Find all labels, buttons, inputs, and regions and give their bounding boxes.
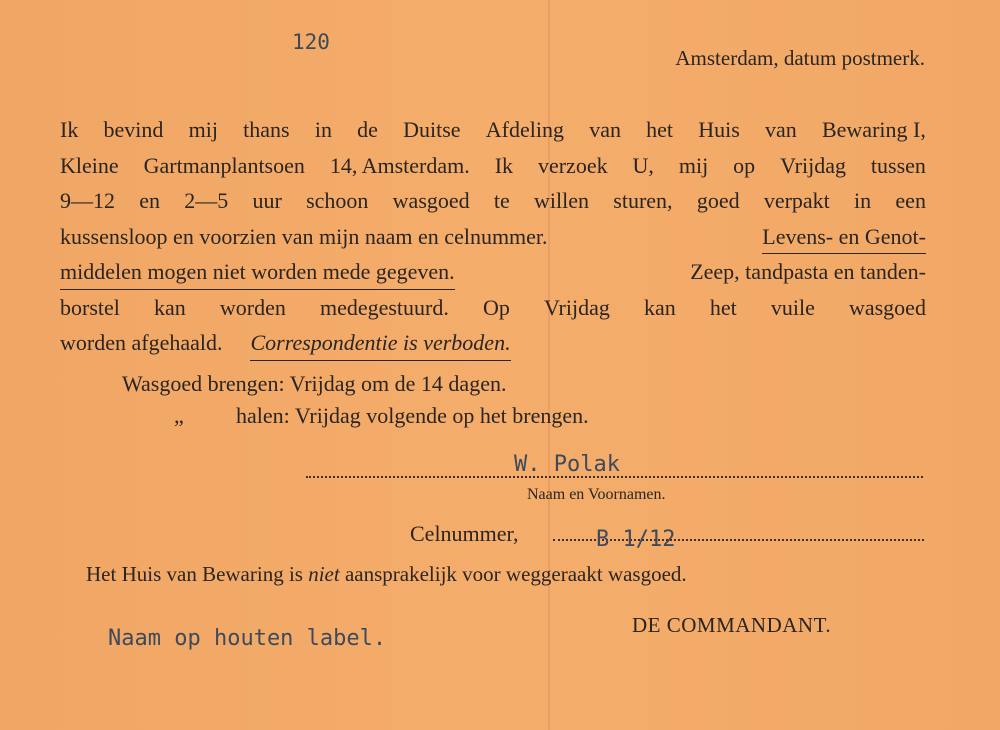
place-and-date: Amsterdam, datum postmerk. <box>675 46 925 70</box>
word: van <box>589 117 621 142</box>
schedule-collect <box>122 400 589 432</box>
word: vuile <box>770 294 815 320</box>
schedule-collect-text: halen: Vrijdag volgende op het brengen. <box>236 403 589 428</box>
wooden-label-note: Naam op houten label. <box>108 626 387 651</box>
word: Afdeling <box>485 117 564 142</box>
word: tussen <box>870 152 926 178</box>
word: Vrijdag <box>780 152 846 178</box>
word: Gartmanplantsoen <box>143 152 305 178</box>
word: schoon <box>306 188 369 213</box>
paragraph-line-7 <box>60 325 926 361</box>
paragraph-line-3 <box>60 183 926 219</box>
underlined-warning-start: Levens- en Genot- <box>762 219 926 255</box>
word: goed <box>696 188 740 213</box>
word: van <box>765 117 797 142</box>
word: en <box>139 188 161 213</box>
word: in <box>314 117 332 142</box>
paragraph-text: kussensloop en voorzien van mijn naam en celnummer. <box>60 223 548 249</box>
disclaimer-emphasis: niet <box>308 562 340 586</box>
word: te <box>493 188 510 213</box>
word: mij <box>188 117 218 142</box>
word: Ik <box>60 117 79 142</box>
word: Bewaring I, <box>821 117 926 142</box>
word: op <box>733 152 756 178</box>
name-caption: Naam en Voornamen. <box>527 486 666 503</box>
paragraph-line-2 <box>60 148 926 184</box>
schedule-bring: Wasgoed brengen: Vrijdag om de 14 dagen. <box>122 371 507 396</box>
word: een <box>895 188 926 213</box>
paragraph-text: Zeep, tandpasta en tanden- <box>690 259 926 284</box>
word: bevind <box>103 117 164 142</box>
card-fold-crease <box>548 0 550 730</box>
word: verpakt <box>763 188 830 213</box>
word: het <box>709 294 737 320</box>
correspondence-forbidden-note: Correspondentie is verboden. <box>250 325 510 361</box>
paragraph-line-1 <box>60 112 926 148</box>
word: verzoek <box>537 152 608 178</box>
instructions-paragraph <box>60 112 926 361</box>
paragraph-line-6 <box>60 290 926 326</box>
word: thans <box>243 117 290 142</box>
word: kan <box>643 294 676 320</box>
word: kan <box>154 294 186 320</box>
word: Ik <box>494 152 514 178</box>
cell-number-label: Celnummer, <box>410 521 519 546</box>
word: de <box>357 117 378 142</box>
word: in <box>854 188 872 213</box>
cell-number-value: B 1/12 <box>596 527 676 552</box>
word: mij <box>678 152 709 178</box>
word: uur <box>252 188 282 213</box>
disclaimer-text: Het Huis van Bewaring is <box>86 562 303 586</box>
liability-disclaimer <box>86 562 687 587</box>
word: willen <box>534 188 590 213</box>
word: wasgoed <box>392 188 470 213</box>
word: Vrijdag <box>543 294 610 320</box>
paragraph-line-5 <box>60 254 926 290</box>
word: 9—12 <box>60 188 115 213</box>
word: worden <box>219 294 286 320</box>
underlined-warning-end: middelen mogen niet worden mede gegeven. <box>60 254 455 290</box>
word: borstel <box>60 294 120 320</box>
word: het <box>646 117 674 142</box>
word: sturen, <box>613 188 673 213</box>
word: Huis <box>698 117 740 142</box>
word: U, <box>632 152 654 178</box>
paragraph-line-4 <box>60 219 926 255</box>
serial-number: 120 <box>292 30 330 54</box>
prisoner-name: W. Polak <box>514 452 620 477</box>
word: 2—5 <box>184 188 229 213</box>
word: Duitse <box>403 117 461 142</box>
word: Op <box>482 294 510 320</box>
word: Kleine <box>60 152 119 178</box>
word: 14, Amsterdam. <box>329 152 470 178</box>
commandant-signature: DE COMMANDANT. <box>632 613 832 637</box>
disclaimer-text: aansprakelijk voor weggeraakt wasgoed. <box>344 562 687 586</box>
word: wasgoed <box>848 294 926 320</box>
paragraph-text: worden afgehaald. <box>60 330 223 355</box>
word: medegestuurd. <box>319 294 449 320</box>
laundry-schedule <box>122 368 589 432</box>
ditto-mark: „ <box>174 403 184 428</box>
